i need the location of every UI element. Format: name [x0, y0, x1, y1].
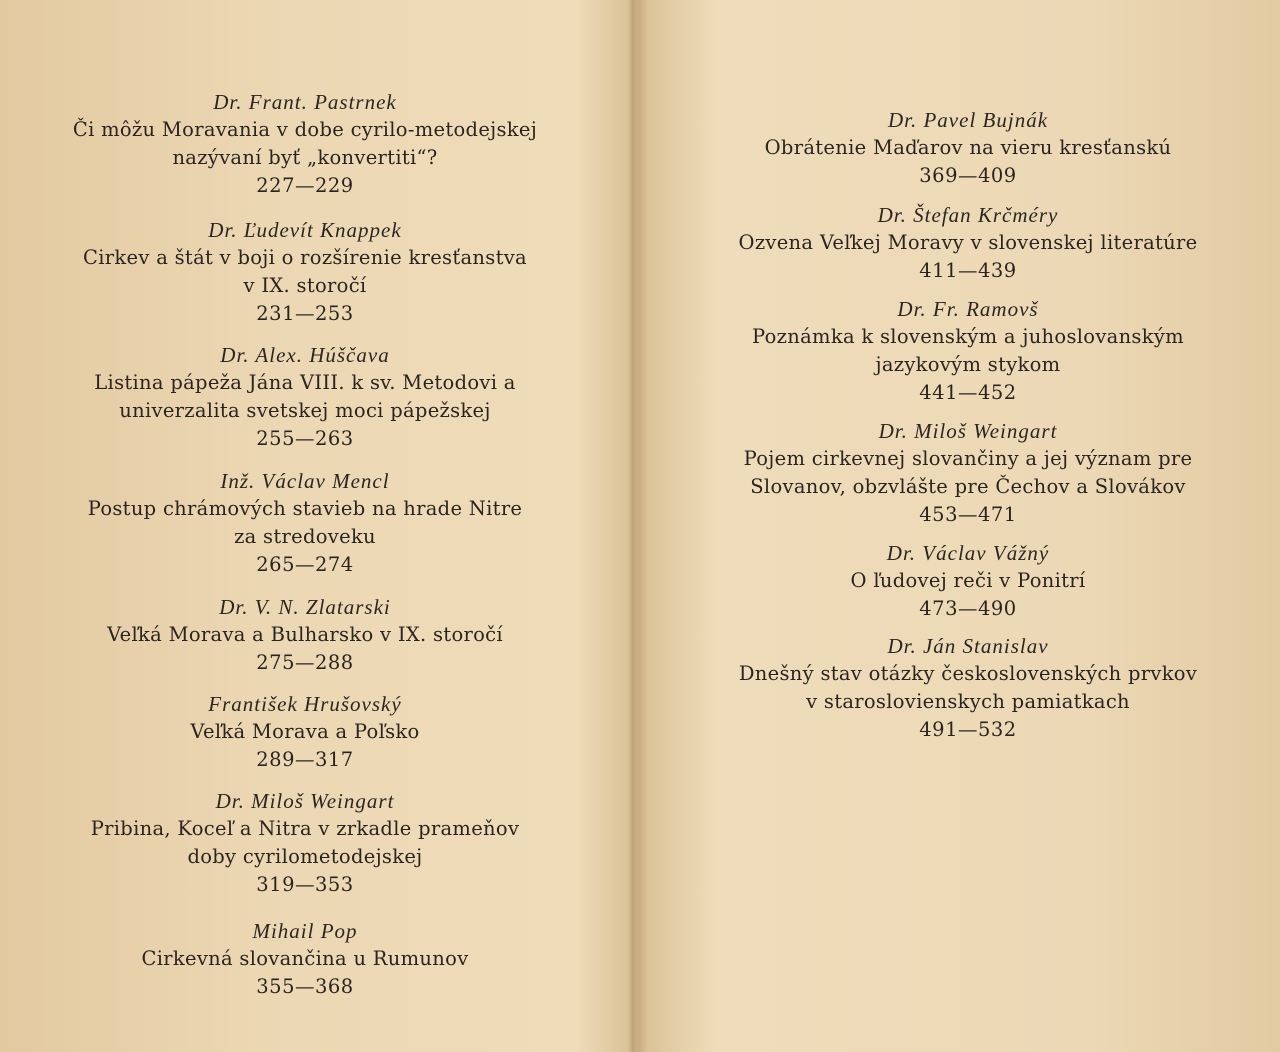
entry-title-line: jazykovým stykom — [875, 353, 1061, 376]
toc-entry — [706, 106, 1230, 190]
toc-entry — [706, 539, 1230, 623]
entry-pages: 265—274 — [256, 553, 354, 576]
entry-title-line: Pojem cirkevnej slovančiny a jej význam pre — [743, 447, 1193, 470]
right-page — [638, 0, 1280, 1052]
entry-title-line: Cirkev a štát v boji o rozšírenie kresťanstva — [83, 246, 527, 269]
entry-author: Dr. V. N. Zlatarski — [219, 595, 391, 619]
toc-entry — [40, 216, 570, 328]
entry-author: Dr. Ľudevít Knappek — [208, 218, 402, 242]
entry-title-line: v staroslovienskych pamiatkach — [806, 690, 1130, 713]
toc-entry — [706, 295, 1230, 407]
entry-author: Mihail Pop — [252, 919, 358, 943]
entry-title-line: univerzalita svetskej moci pápežskej — [119, 399, 491, 422]
entry-title-line: nazývaní byť „konvertiti“? — [172, 146, 438, 169]
entry-pages: 289—317 — [256, 748, 354, 771]
toc-entry — [706, 201, 1230, 285]
toc-entry — [40, 88, 570, 200]
entry-pages: 231—253 — [256, 302, 354, 325]
entry-title-line: v IX. storočí — [243, 274, 367, 297]
entry-title-line: O ľudovej reči v Ponitrí — [850, 569, 1086, 592]
entry-pages: 453—471 — [919, 503, 1017, 526]
entry-title-line: Veľká Morava a Poľsko — [190, 720, 420, 743]
entry-pages: 491—532 — [919, 718, 1017, 741]
entry-title-line: Obrátenie Maďarov na vieru kresťanskú — [764, 136, 1172, 159]
entry-title-line: Dnešný stav otázky československých prvkov — [738, 662, 1198, 685]
entry-title-line: Listina pápeža Jána VIII. k sv. Metodovi a — [94, 371, 516, 394]
toc-entry — [40, 341, 570, 453]
entry-pages: 255—263 — [256, 427, 354, 450]
entry-author: Dr. Štefan Krčméry — [877, 203, 1059, 227]
entry-pages: 227—229 — [256, 174, 354, 197]
entry-pages: 473—490 — [919, 597, 1017, 620]
entry-title-line: doby cyrilometodejskej — [187, 845, 423, 868]
entry-title-line: Cirkevná slovančina u Rumunov — [141, 947, 469, 970]
entry-title-line: Či môžu Moravania v dobe cyrilo-metodejskej — [72, 118, 538, 141]
toc-entry — [40, 787, 570, 899]
entry-title-line: Postup chrámových stavieb na hrade Nitre — [87, 497, 523, 520]
book-gutter — [628, 0, 638, 1052]
entry-title-line: Veľká Morava a Bulharsko v IX. storočí — [107, 623, 503, 646]
entry-pages: 369—409 — [919, 164, 1017, 187]
entry-pages: 275—288 — [256, 651, 354, 674]
entry-author: Inž. Václav Mencl — [220, 469, 390, 493]
entry-pages: 441—452 — [919, 381, 1017, 404]
entry-author: Dr. Ján Stanislav — [887, 634, 1049, 658]
toc-entry — [40, 917, 570, 1001]
entry-author: Dr. Miloš Weingart — [215, 789, 395, 813]
toc-entry — [40, 690, 570, 774]
entry-author: Dr. Fr. Ramovš — [897, 297, 1039, 321]
entry-author: Dr. Frant. Pastrnek — [213, 90, 397, 114]
entry-title-line: Ozvena Veľkej Moravy v slovenskej literatúre — [738, 231, 1198, 254]
entry-title-line: Pribina, Koceľ a Nitra v zrkadle prameňov — [90, 817, 520, 840]
entry-pages: 411—439 — [919, 259, 1017, 282]
entry-title-line: za stredoveku — [234, 525, 376, 548]
left-page — [0, 0, 628, 1052]
entry-pages: 319—353 — [256, 873, 354, 896]
toc-entry — [706, 632, 1230, 744]
toc-entry — [40, 467, 570, 579]
entry-author: Dr. Alex. Húščava — [220, 343, 390, 367]
toc-entry — [40, 593, 570, 677]
entry-title-line: Poznámka k slovenským a juhoslovanským — [752, 325, 1184, 348]
entry-author: Dr. Miloš Weingart — [878, 419, 1058, 443]
entry-author: Dr. Pavel Bujnák — [887, 108, 1049, 132]
entry-pages: 355—368 — [256, 975, 354, 998]
toc-entry — [706, 417, 1230, 529]
entry-title-line: Slovanov, obzvlášte pre Čechov a Slovákov — [750, 475, 1186, 498]
entry-author: Dr. Václav Vážný — [886, 541, 1050, 565]
entry-author: František Hrušovský — [208, 692, 402, 716]
